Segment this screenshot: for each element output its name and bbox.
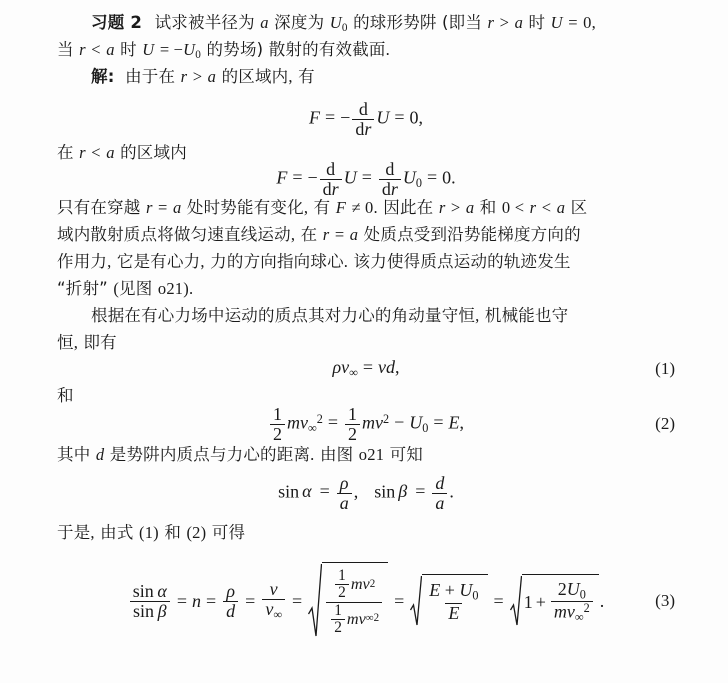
- conjunction-he-text: 和: [57, 386, 74, 405]
- equation-1: [57, 352, 675, 386]
- paragraph-2-text-2: 恒, 即有: [57, 333, 117, 352]
- problem-statement-text-1: 试求被半径为 a 深度为 $U_0$ 的球形势阱 (即当 r > a 时 U = 0,: [154, 13, 596, 35]
- radical-sign-icon: [308, 562, 322, 640]
- equation-force-outer-body: F = − $\frac{d}{dr}$ U = 0,: [309, 98, 423, 139]
- problem-statement-line-2: [57, 41, 675, 61]
- equation-1-number: (1): [655, 359, 675, 378]
- note-d-line: [57, 446, 675, 464]
- equation-1-body: $\rho v_\infty$ = vd,: [332, 357, 400, 380]
- equation-force-inner-body: F = − $\frac{d}{dr}$ U = $\frac{d}{dr}$ $U_0 = 0$.: [276, 158, 456, 199]
- paragraph-2-text-1: 根据在有心力场中运动的质点其对力心的角动量守恒, 机械能也守: [91, 306, 569, 325]
- equation-force-outer: [57, 100, 675, 138]
- closing-text: 于是, 由式 (1) 和 (2) 可得: [57, 523, 246, 542]
- problem-statement-line-1: [57, 14, 709, 34]
- paragraph-1-text-3: 作用力, 它是有心力, 力的方向指向球心. 该力使得质点运动的轨迹发生: [57, 252, 571, 271]
- equation-3-body: $\frac{\text{sin α}}{\text{sin β}}$ = n = $\frac{\rho}{d}$ = $\frac{v}{v_\infty}$ = $\frac{1}{2}$ mv 2 $\frac{1}{2}$ mv ∞ 2 = $\frac{E + U_0}{E}$ = 1 + $\frac{2U_0}{mv_\infty^2}$ .: [128, 562, 604, 640]
- equation-3: [57, 558, 675, 644]
- problem-statement-text-2: 当 r < a 时 $U = -U_0$ 的势场) 散射的有效截面.: [57, 40, 390, 62]
- problem-label: 习题 2: [91, 13, 143, 32]
- equation-2: [57, 403, 675, 445]
- paragraph-1-line-3: [57, 253, 675, 271]
- note-d-text: 其中 d 是势阱内质点与力心的距离. 由图 o21 可知: [57, 445, 424, 464]
- radical-sign-icon: [410, 574, 422, 628]
- equation-sin-relations-body: sin α = $\frac{\rho}{a}$ , sin β = $\frac{d}{a}$ .: [278, 472, 454, 513]
- equation-2-number: (2): [655, 414, 675, 433]
- closing-line: [57, 524, 675, 542]
- paragraph-1-text-4: “折射” (见图 o21).: [57, 279, 194, 298]
- equation-2-body: $\frac{1}{2}$ $mv_\infty^2$ = $\frac{1}{2}$ $mv^2 - U_0 = E$,: [268, 405, 464, 444]
- paragraph-1-line-2: [57, 226, 675, 244]
- solution-intro-line: [57, 68, 709, 86]
- paragraph-2-line-1: [57, 307, 709, 325]
- equation-sin-relations: [57, 473, 675, 513]
- region-inner-text: 在 r < a 的区域内: [57, 143, 187, 162]
- paragraph-1-line-4: [57, 280, 675, 298]
- paragraph-1-text-1: 只有在穿越 r = a 处时势能有变化, 有 F ≠ 0. 因此在 r > a 和 0 < r < a 区: [57, 198, 588, 217]
- equation-3-number: (3): [655, 591, 675, 610]
- conjunction-he-line: [57, 387, 675, 405]
- radical-sign-icon: [510, 574, 522, 628]
- solution-intro-text: 由于在 r > a 的区域内, 有: [125, 67, 315, 86]
- solution-label: 解:: [91, 67, 115, 86]
- paragraph-2-line-2: [57, 334, 675, 352]
- paragraph-1-text-2: 域内散射质点将做匀速直线运动, 在 r = a 处质点受到沿势能梯度方向的: [57, 225, 581, 244]
- equation-force-inner: [57, 160, 675, 198]
- paragraph-1-line-1: [57, 199, 675, 217]
